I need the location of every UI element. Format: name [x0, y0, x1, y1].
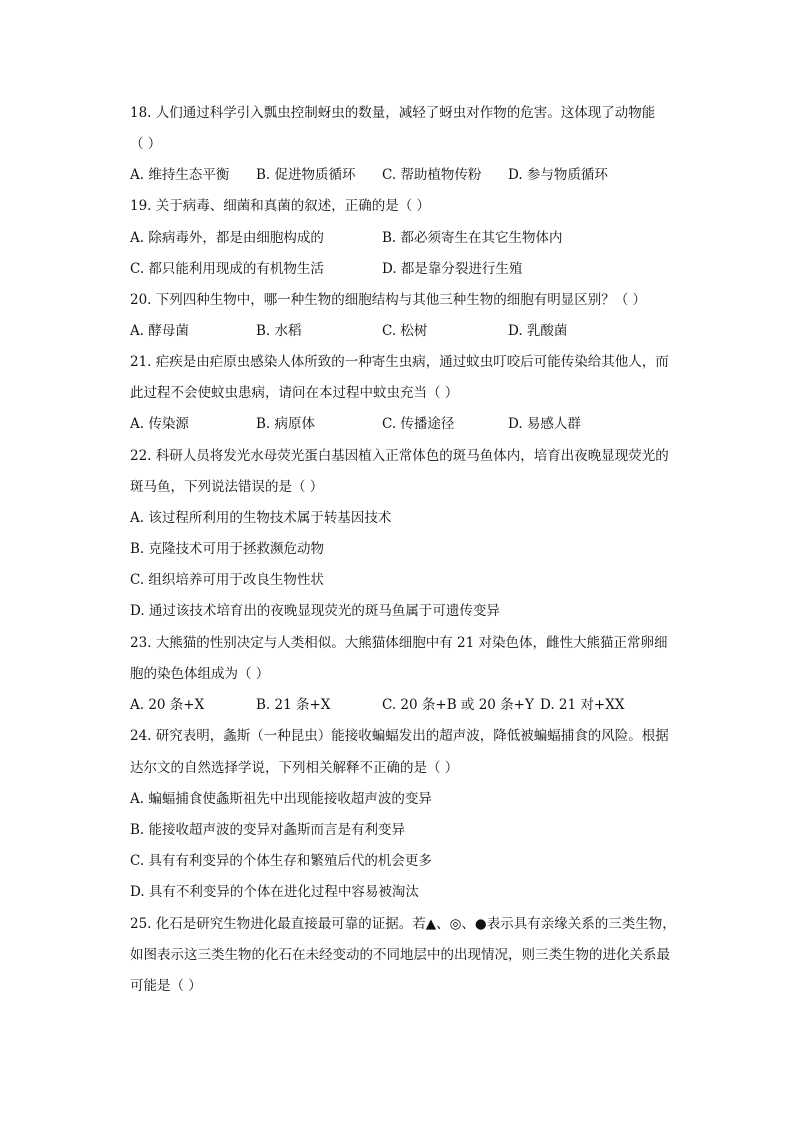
- question-18-line-1: 18. 人们通过科学引入瓢虫控制蚜虫的数量，减轻了蚜虫对作物的危害。这体现了动物能: [130, 105, 656, 121]
- question-21-option-a[interactable]: A. 传染源: [130, 416, 189, 432]
- question-19-option-d[interactable]: D. 都是靠分裂进行生殖: [382, 261, 523, 277]
- question-20-line-1: 20. 下列四种生物中，哪一种生物的细胞结构与其他三种生物的细胞有明显区别？（ ）: [130, 292, 647, 308]
- question-24-option-b[interactable]: B. 能接收超声波的变异对螽斯而言是有利变异: [130, 822, 406, 838]
- question-24-option-a[interactable]: A. 蝙蝠捕食使螽斯祖先中出现能接收超声波的变异: [130, 791, 432, 807]
- question-18-option-d[interactable]: D. 参与物质循环: [508, 167, 608, 183]
- question-23-option-b[interactable]: B. 21 条+X: [256, 697, 331, 713]
- question-21-line-1: 21. 疟疾是由疟原虫感染人体所致的一种寄生虫病，通过蚊虫叮咬后可能传染给其他人，而: [130, 354, 669, 370]
- question-25-line-1: 25. 化石是研究生物进化最直接最可靠的证据。若▲、◎、●表示具有亲缘关系的三类生物，: [130, 916, 676, 932]
- question-21-option-c[interactable]: C. 传播途径: [382, 416, 455, 432]
- question-18-line-2: （ ）: [130, 136, 162, 152]
- question-25-line-3: 可能是（ ）: [130, 978, 202, 994]
- question-18-option-a[interactable]: A. 维持生态平衡: [130, 167, 230, 183]
- question-22-option-a[interactable]: A. 该过程所利用的生物技术属于转基因技术: [130, 510, 392, 526]
- question-25-line-2: 如图表示这三类生物的化石在未经变动的不同地层中的出现情况，则三类生物的进化关系最: [130, 947, 670, 963]
- question-19-option-b[interactable]: B. 都必须寄生在其它生物体内: [382, 230, 563, 246]
- question-20-option-a[interactable]: A. 酵母菌: [130, 323, 189, 339]
- question-20-option-c[interactable]: C. 松树: [382, 323, 428, 339]
- question-21-option-b[interactable]: B. 病原体: [256, 416, 316, 432]
- question-20-option-b[interactable]: B. 水稻: [256, 323, 302, 339]
- question-24-option-d[interactable]: D. 具有不利变异的个体在进化过程中容易被淘汰: [130, 884, 419, 900]
- question-23-option-c[interactable]: C. 20 条+B 或 20 条+Y: [382, 697, 534, 713]
- question-19-line-1: 19. 关于病毒、细菌和真菌的叙述，正确的是（ ）: [130, 198, 431, 214]
- question-23-option-a[interactable]: A. 20 条+X: [130, 697, 205, 713]
- question-20-option-d[interactable]: D. 乳酸菌: [508, 323, 568, 339]
- question-22-option-c[interactable]: C. 组织培养可用于改良生物性状: [130, 572, 324, 588]
- question-23-line-2: 胞的染色体组成为（ ）: [130, 666, 270, 682]
- question-22-line-1: 22. 科研人员将发光水母荧光蛋白基因植入正常体色的斑马鱼体内，培育出夜晚显现荧光的: [130, 448, 669, 464]
- question-18-option-b[interactable]: B. 促进物质循环: [256, 167, 356, 183]
- question-24-option-c[interactable]: C. 具有有利变异的个体生存和繁殖后代的机会更多: [130, 853, 432, 869]
- question-18-option-c[interactable]: C. 帮助植物传粉: [382, 167, 482, 183]
- question-19-option-a[interactable]: A. 除病毒外，都是由细胞构成的: [130, 230, 324, 246]
- question-19-option-c[interactable]: C. 都只能利用现成的有机物生活: [130, 261, 324, 277]
- question-21-line-2: 此过程不会使蚊虫患病，请问在本过程中蚊虫充当（ ）: [130, 385, 459, 401]
- question-22-option-b[interactable]: B. 克隆技术可用于拯救濒危动物: [130, 541, 325, 557]
- question-21-option-d[interactable]: D. 易感人群: [508, 416, 581, 432]
- question-23-option-d[interactable]: D. 21 对+XX: [540, 697, 625, 713]
- question-24-line-2: 达尔文的自然选择学说，下列相关解释不正确的是（ ）: [130, 760, 459, 776]
- question-24-line-1: 24. 研究表明，螽斯（一种昆虫）能接收蝙蝠发出的超声波，降低被蝙蝠捕食的风险。根据: [130, 728, 669, 744]
- question-23-line-1: 23. 大熊猫的性别决定与人类相似。大熊猫体细胞中有 21 对染色体，雌性大熊猫正常卵细: [130, 635, 668, 651]
- question-22-option-d[interactable]: D. 通过该技术培育出的夜晚显现荧光的斑马鱼属于可遗传变异: [130, 603, 500, 619]
- question-22-line-2: 斑马鱼，下列说法错误的是（ ）: [130, 479, 324, 495]
